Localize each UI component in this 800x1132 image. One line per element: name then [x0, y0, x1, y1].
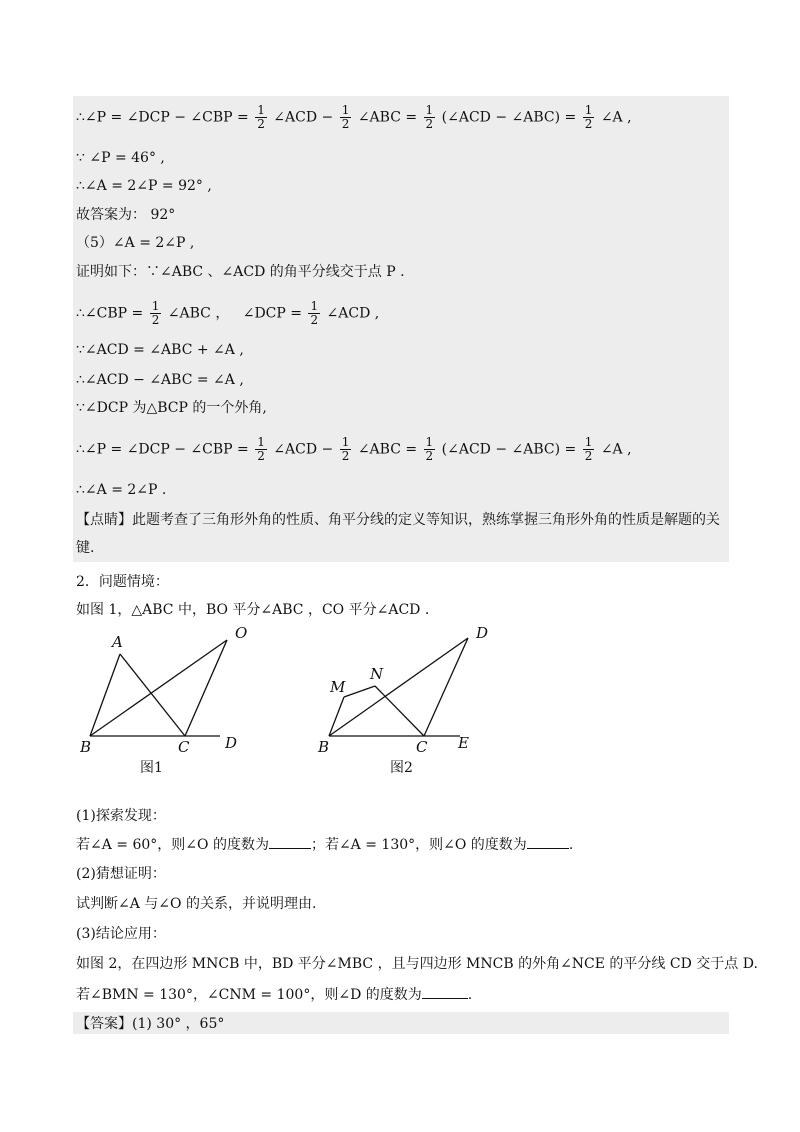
- solution-shade: [73, 96, 729, 562]
- derivation-line-1: ∴∠P = ∠DCP − ∠CBP = $\frac{1}{2}$ ∠ACD − $\frac{1}{2}$ ∠ABC = $\frac{1}{2}$ (∠ACD − ∠ABC) = $\frac{1}{2}$ ∠A ,: [76, 103, 632, 131]
- figure-1: [80, 620, 280, 780]
- comment-line-1: 【点睛】此题考查了三角形外角的性质、角平分线的定义等知识，熟练掌握三角形外角的性质是解题的关: [76, 512, 720, 528]
- answer-blank-2[interactable]: [527, 834, 569, 849]
- label-d: D: [476, 624, 489, 642]
- fraction-half: $\frac{1}{2}$: [425, 103, 434, 131]
- fraction-half: $\frac{1}{2}$: [341, 435, 350, 463]
- fraction-half: $\frac{1}{2}$: [151, 299, 160, 327]
- acd-diff: ∴∠ACD − ∠ABC = ∠A ,: [76, 372, 244, 388]
- proof-intro: 证明如下：∵∠ABC 、∠ACD 的角平分线交于点 P .: [76, 264, 405, 280]
- label-c: C: [178, 738, 190, 756]
- exterior-angle: ∵∠DCP 为△BCP 的一个外角,: [76, 400, 267, 416]
- answer-line: 【答案】(1) 30° ，65°: [76, 1016, 225, 1032]
- q2-text: 试判断∠A 与∠O 的关系，并说明理由.: [76, 896, 317, 912]
- answer-text: 故答案为： 92°: [76, 207, 176, 223]
- figure-1-caption: 图1: [140, 760, 163, 776]
- label-o: O: [235, 624, 248, 642]
- problem-heading: 2．问题情境：: [76, 574, 169, 590]
- answer-blank-1[interactable]: [269, 834, 311, 849]
- label-n: N: [370, 665, 384, 683]
- label-b: B: [318, 738, 330, 756]
- q1-title: (1)探索发现：: [76, 808, 166, 824]
- final-conclusion: ∴∠A = 2∠P .: [76, 482, 167, 498]
- comment-line-2: 键.: [76, 540, 95, 556]
- label-e: E: [458, 734, 469, 752]
- q3-text: 如图 2，在四边形 MNCB 中，BD 平分∠MBC ，且与四边形 MNCB 的外角∠NCE 的平分线 CD 交于点 D.: [76, 956, 758, 972]
- q1-text: 若∠A = 60°，则∠O 的度数为 ；若∠A = 130°，则∠O 的度数为 .: [76, 834, 573, 855]
- segment-ac: [120, 654, 185, 736]
- segment-nc: [375, 686, 424, 736]
- figure-2: [308, 620, 508, 780]
- segment-mn: [344, 686, 375, 697]
- figure-2-caption: 图2: [390, 760, 413, 776]
- derivation-line-2: ∴∠P = ∠DCP − ∠CBP = $\frac{1}{2}$ ∠ACD − $\frac{1}{2}$ ∠ABC = $\frac{1}{2}$ (∠ACD − ∠ABC) = $\frac{1}{2}$ ∠A ,: [76, 435, 632, 463]
- label-a: A: [112, 633, 123, 651]
- label-b: B: [80, 738, 92, 756]
- q3-title: (3)结论应用：: [76, 926, 166, 942]
- q2-title: (2)猜想证明：: [76, 866, 166, 882]
- fraction-half: $\frac{1}{2}$: [584, 435, 593, 463]
- fraction-half: $\frac{1}{2}$: [310, 299, 319, 327]
- segment-cd: [424, 638, 468, 736]
- answer-blank-3[interactable]: [422, 984, 468, 999]
- problem-intro: 如图 1，△ABC 中，BO 平分∠ABC ，CO 平分∠ACD .: [76, 602, 430, 618]
- fraction-half: $\frac{1}{2}$: [341, 103, 350, 131]
- fraction-half: $\frac{1}{2}$: [257, 435, 265, 463]
- label-m: M: [330, 678, 346, 696]
- given-p: ∵ ∠P = 46° ,: [76, 150, 165, 166]
- part-5: （5）∠A = 2∠P ,: [76, 235, 195, 251]
- q3-given: 若∠BMN = 130°，∠CNM = 100°，则∠D 的度数为 .: [76, 984, 472, 1005]
- result-a: ∴∠A = 2∠P = 92° ,: [76, 178, 212, 194]
- label-d: D: [225, 734, 238, 752]
- fraction-half: $\frac{1}{2}$: [257, 103, 265, 131]
- acd-sum: ∵∠ACD = ∠ABC + ∠A ,: [76, 342, 244, 358]
- segment-bd: [329, 638, 468, 736]
- bisector-equations: ∴∠CBP = $\frac{1}{2}$ ∠ABC ， ∠DCP = $\frac{1}{2}$ ∠ACD ,: [76, 299, 380, 327]
- segment-ab: [90, 654, 120, 736]
- fraction-half: $\frac{1}{2}$: [425, 435, 434, 463]
- fraction-half: $\frac{1}{2}$: [584, 103, 593, 131]
- label-c: C: [416, 738, 428, 756]
